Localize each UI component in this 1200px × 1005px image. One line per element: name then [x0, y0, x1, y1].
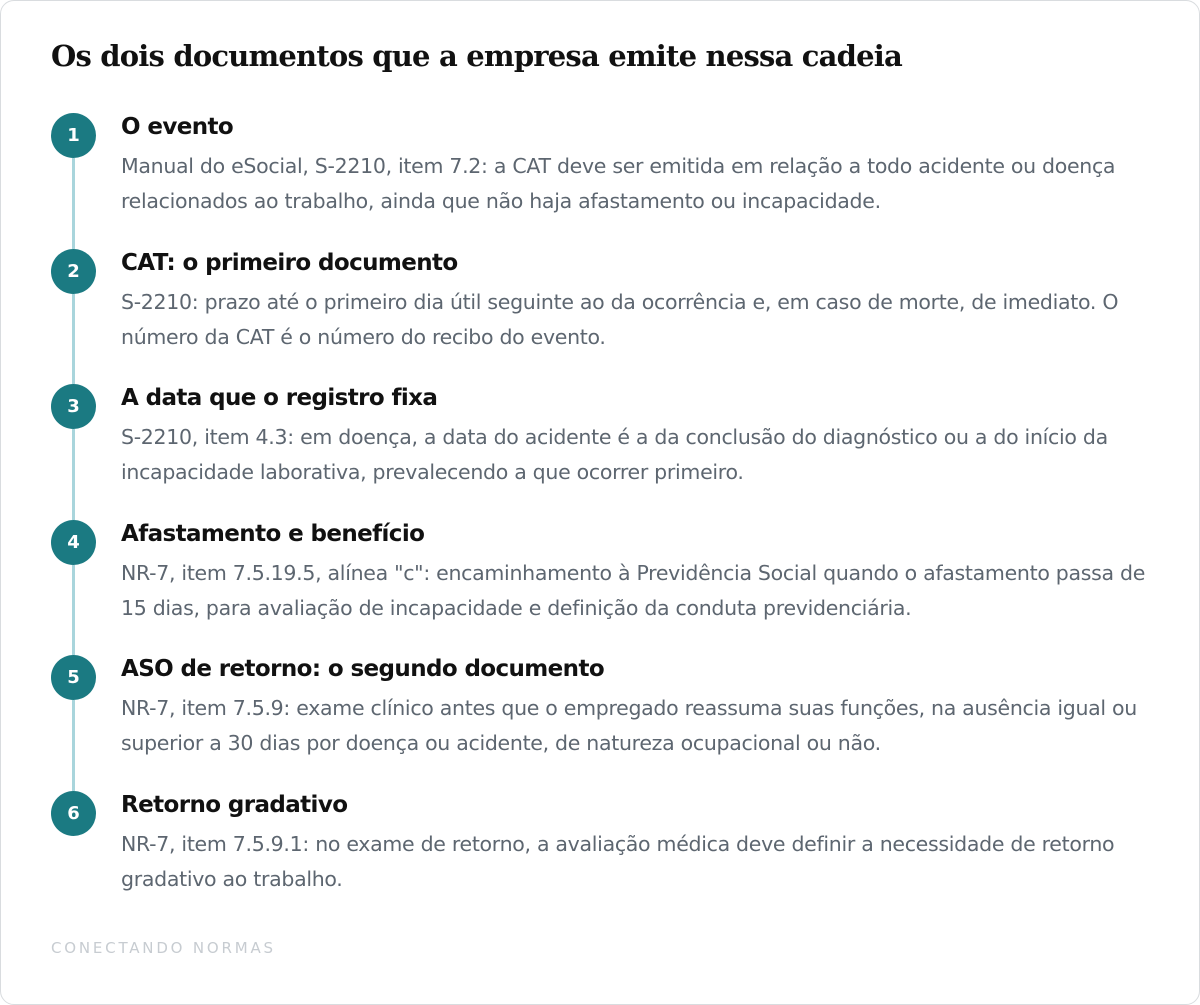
step-description: S-2210: prazo até o primeiro dia útil seguinte ao da ocorrência e, em caso de morte, de imediato. O número da CAT é o número do recibo do evento. — [121, 290, 1119, 349]
timeline-connector — [72, 700, 75, 791]
step-title: Afastamento e benefício — [121, 521, 425, 547]
step-title: A data que o registro fixa — [121, 385, 438, 411]
timeline-connector — [72, 294, 75, 384]
step-title: O evento — [121, 114, 234, 140]
step-description: S-2210, item 4.3: em doença, a data do acidente é a da conclusão do diagnóstico ou a do início da incapacidade laborativa, prevalecendo a que ocorrer primeiro. — [121, 425, 1108, 484]
timeline-connector — [72, 158, 75, 249]
step-title: ASO de retorno: o segundo documento — [121, 656, 605, 682]
step-title: CAT: o primeiro documento — [121, 250, 458, 276]
step-description: NR-7, item 7.5.9: exame clínico antes que o empregado reassuma suas funções, na ausência igual ou superior a 30 dias por doença ou acidente, de natureza ocupacional ou não. — [121, 696, 1137, 755]
step-number-badge: 4 — [51, 520, 96, 565]
timeline-connector — [72, 429, 75, 520]
step-number-badge: 1 — [51, 113, 96, 158]
step-description: NR-7, item 7.5.9.1: no exame de retorno, a avaliação médica deve definir a necessidade de retorno gradativo ao trabalho. — [121, 832, 1115, 891]
step-number-badge: 2 — [51, 249, 96, 294]
brand-footer: CONECTANDO NORMAS — [51, 939, 276, 957]
timeline-connector — [72, 565, 75, 655]
step-number-badge: 3 — [51, 384, 96, 429]
step-number-badge: 5 — [51, 655, 96, 700]
step-description: NR-7, item 7.5.19.5, alínea "c": encaminhamento à Previdência Social quando o afastamento passa de 15 dias, para avaliação de incapacidade e definição da conduta previdenciária. — [121, 561, 1146, 620]
page-title: Os dois documentos que a empresa emite nessa cadeia — [51, 39, 902, 73]
step-description: Manual do eSocial, S-2210, item 7.2: a CAT deve ser emitida em relação a todo acidente ou doença relacionados ao trabalho, ainda que não haja afastamento ou incapacidade. — [121, 154, 1116, 213]
step-number-badge: 6 — [51, 791, 96, 836]
step-title: Retorno gradativo — [121, 792, 348, 818]
